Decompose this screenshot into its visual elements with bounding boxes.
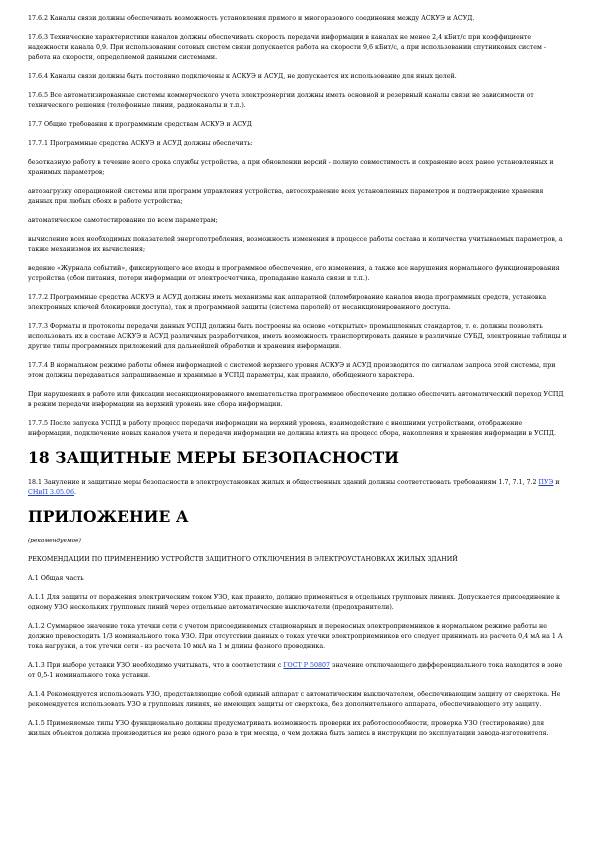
para-18-1-end: . (74, 489, 77, 496)
para-17-7-5: 17.7.5 После запуска УСПД в работу процесс передачи информации на верхний уровень, взаимодействие с внешними устройствами, отображение информации, подключение новых каналов учета и передачи информации не должны влиять на процесс сбора, накопления и хранения информации в УСПД. (28, 420, 557, 437)
gost-link[interactable]: ГОСТ Р 50807 (283, 662, 331, 669)
para-autoload: автозагрузку операционной системы или программ управления устройства, автосохранение всех установленных параметров и подтверждение хранения данных при любых сбоях в работе устройства; (28, 188, 544, 205)
section-18-title: 18 ЗАЩИТНЫЕ МЕРЫ БЕЗОПАСНОСТИ (28, 448, 400, 467)
snip-link[interactable]: СНиП 3.05.06 (28, 489, 75, 496)
para-17-6-4: 17.6.4 Каналы связи должны быть постоянно подключены к АСКУЭ и АСУД, не допускается их использование для иных целей. (28, 73, 457, 80)
para-a-1-2: А.1.2 Суммарное значение тока утечки сети с учетом присоединяемых стационарных и переносных электроприемников в нормальном режиме работы не должно превосходить 1/3 номинального тока УЗО. При отсутствии данных о токах утечки электроприемников его следует принимать из расчета 0,4 мА на 1 А тока нагрузки, а ток утечки сети - из расчета 10 мкА на 1 м длины фазного проводника. (28, 623, 563, 650)
para-17-7-4: 17.7.4 В нормальном режиме работы обмен информацией с системой верхнего уровня АСКУЭ и АСУД производится по сигналам запроса этой системы, при этом должны передаваться запрашиваемые и хранимые в УСПД параметры, как правило, обобщенного характера. (28, 362, 556, 379)
para-17-7-3: 17.7.3 Форматы и протоколы передачи данных УСПД должны быть построены на основе «открытых» промышленных стандартов, т. е. должны позволять использовать их в составе АСКУЭ и АСУД различных разработчиков, иметь возможность транспортировать данные в различные СУБД, электронные таблицы и другие типы программных приложений для дальнейшей обработки и хранения информации. (28, 323, 567, 350)
para-17-6-2: 17.6.2 Каналы связи должны обеспечивать возможность установления прямого и многоразового соединения между АСКУЭ и АСУД. (28, 15, 475, 22)
para-18-1-text: 18.1 Зануление и защитные меры безопасности в электроустановках жилых и общественных зданий должны соответствовать требованиям 1.7, 7.1, 7.2 (28, 479, 539, 486)
para-a-1-5: А.1.5 Применяемые типы УЗО функционально должны предусматривать возможность проверки их работоспособности, проверка УЗО (тестирование) для жилых объектов должна производиться не реже одного раза в три месяца, о чем должна быть запись в инструкции по эксплуатации завода-изготовителя. (28, 720, 549, 737)
para-violations: При нарушениях в работе или фиксации несанкционированного вмешательства программное обеспечение должно обеспечить автоматический переход УСПД в режим передачи информации на верхний уровень вне сбора информации. (28, 391, 564, 408)
para-17-6-5: 17.6.5 Все автоматизированные системы коммерческого учета электроэнергии должны иметь основной и резервный каналы связи не зависимости от технического решения (телефонные линии, радиоканалы и т.п.). (28, 92, 534, 109)
para-selftest: автоматическое самотестирование по всем параметрам; (28, 217, 218, 224)
para-a-1-3-end: значение отключающего дифференциального тока находится в зоне от 0,5-1 номинального тока уставки. (28, 662, 563, 679)
para-17-7-1: 17.7.1 Программные средства АСКУЭ и АСУД должны обеспечить: (28, 140, 253, 147)
pue-link[interactable]: ПУЭ (538, 479, 554, 486)
para-calculation: вычисление всех необходимых показателей энергопотребления, возможность изменения в процессе работы состава и количества учитываемых параметров, а также механизмов их вычисления; (28, 236, 563, 253)
heading-17-7: 17.7 Общие требования к программным средствам АСКУЭ и АСУД (28, 121, 252, 128)
para-a-1-1: А.1.1 Для защиты от поражения электрическим током УЗО, как правило, должно применяться в отдельных групповых линиях. Допускается присоединение к одному УЗО нескольких групповых линий через отдельные автоматические выключатели (предохранители). (28, 594, 560, 611)
para-a-1-4: А.1.4 Рекомендуется использовать УЗО, представляющие собой единый аппарат с автоматическим выключателем, обеспечивающим защиту от сверхтока. Не рекомендуется использовать УЗО в групповых линиях, не имеющих защиты от сверхтока, без дополнительного аппарата, обеспечивающего эту защиту. (28, 691, 561, 708)
para-a-1-3-text: А.1.3 При выборе уставки УЗО необходимо учитывать, что в соответствии с (28, 662, 284, 669)
para-18-1-mid: и (553, 479, 560, 486)
para-reliability: безотказную работу в течение всего срока службы устройства, а при обновлении версий - полную совместимость и сохранение всех ранее установленных и хранимых параметров; (28, 159, 554, 176)
para-17-7-2: 17.7.2 Программные средства АСКУЭ и АСУД должны иметь механизмы как аппаратной (пломбирование каналов ввода программных средств, установка электронных ключей блокировки доступа), так и программной защиты (система паролей) от несанкционированного доступа. (28, 294, 547, 311)
para-a-1-3 (28, 661, 568, 681)
para-a-1: А.1 Общая часть (28, 575, 84, 582)
para-18-1 (28, 478, 568, 498)
appendix-subtitle: РЕКОМЕНДАЦИИ ПО ПРИМЕНЕНИЮ УСТРОЙСТВ ЗАЩИТНОГО ОТКЛЮЧЕНИЯ В ЭЛЕКТРОУСТАНОВКАХ ЖИЛЫХ ЗДАНИЙ (28, 556, 458, 563)
document-page (28, 14, 568, 748)
para-event-log: ведение «Журнала событий», фиксирующего все входы в программное обеспечение, его изменения, а также все нарушения нормального функционирования устройства (сбои питания, потери информации от электросчетчика, пропадание канала связи и т.п.). (28, 265, 560, 282)
appendix-note: (рекомендуемое) (28, 538, 81, 544)
appendix-a-title: ПРИЛОЖЕНИЕ А (28, 507, 189, 526)
para-17-6-3: 17.6.3 Технические характеристики каналов должны обеспечивать скорость передачи информации в каналах не менее 2,4 кБит/с при коэффициенте надежности канала 0,9. При использовании сотовых систем связи допускается работа на скорости 9,6 кБит/с, а при использовании спутниковых систем - работа на скорости, определяемой данными системами. (28, 34, 546, 61)
